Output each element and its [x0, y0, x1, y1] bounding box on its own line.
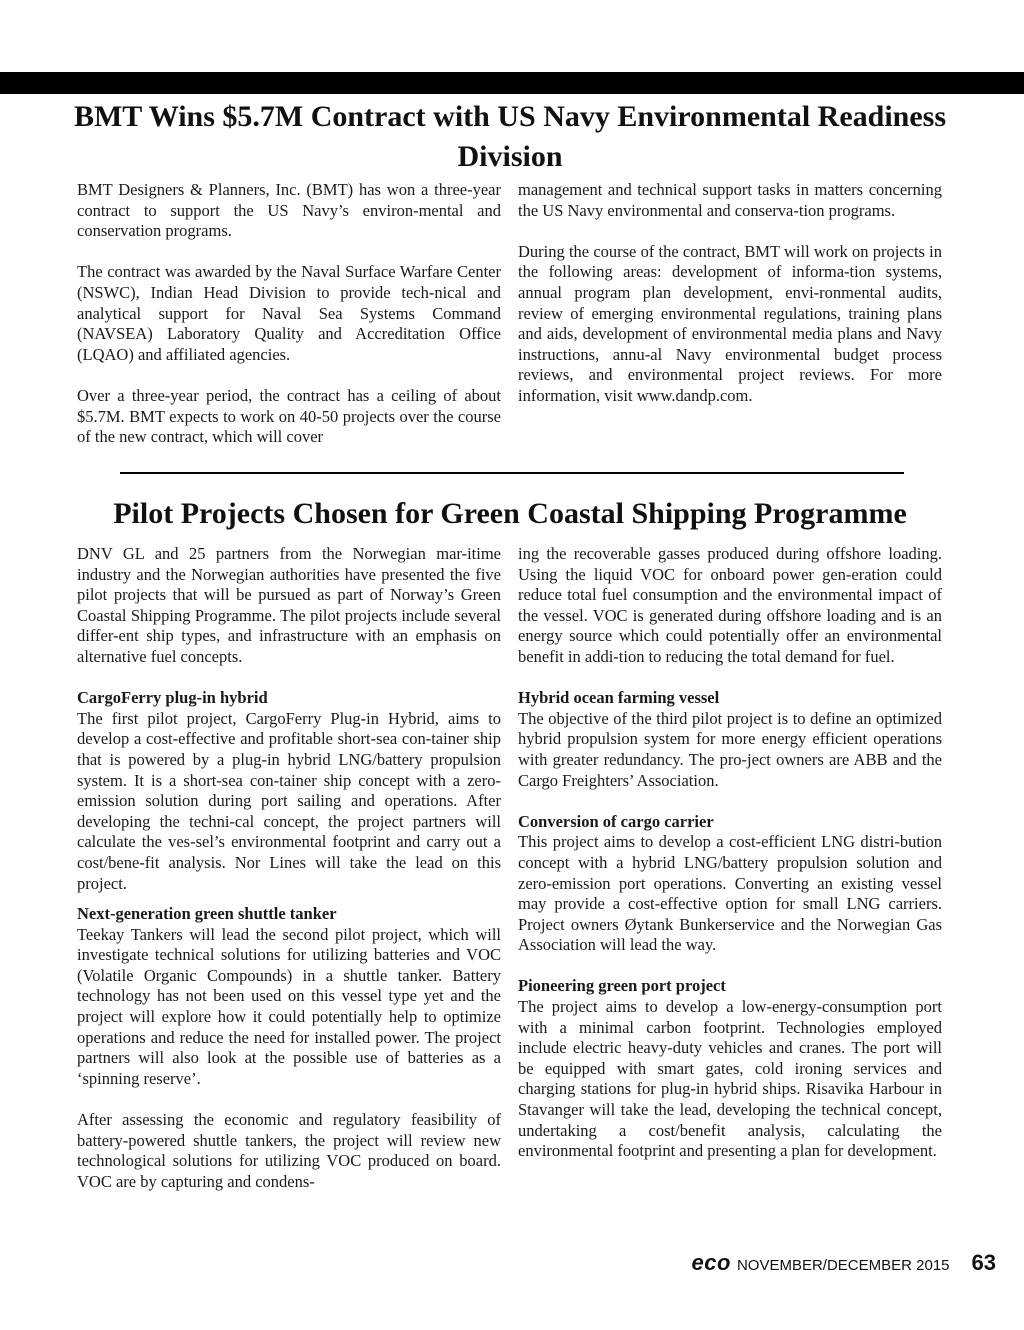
article2-headline: Pilot Projects Chosen for Green Coastal Shipping Programme	[113, 497, 907, 530]
section-heading-cargo-carrier: Conversion of cargo carrier	[518, 811, 714, 831]
section-body-ocean-farming: The objective of the third pilot project is to define an optimized hybrid propulsion system for more energy efficient operations with greater redundancy. The pro-ject owners are ABB and the Cargo Freighters’ Association.	[518, 708, 942, 790]
issue-date: NOVEMBER/DECEMBER 2015	[736, 1257, 950, 1274]
section-body-cargoferry: The first pilot project, CargoFerry Plug-in Hybrid, aims to develop a cost-effective and profitable short-sea con-tainer ship that is powered by a plug-in hybrid LNG/battery propulsion system. It is a short-sea con-tainer ship concept with a zero-emission solution during port sailing and operations. After developing the techni-cal concept, the project partners will calculate the ves-sel’s environmental footprint and carry out a cost/bene-fit analysis. Nor Lines will take the lead on this project.	[77, 708, 501, 893]
article1-paragraph: During the course of the contract, BMT will work on projects in the following areas: development of informa-tion systems, annual program plan development, envi-ronmental audits, review of emerging environmental regulations, training plans and aids, development of environmental media plans and Navy instructions, annu-al Navy environmental budget process reviews, and environmental project reviews. For more information, visit www.dandp.com.	[518, 241, 942, 405]
article1-left-column	[77, 180, 501, 448]
article1-right-column	[518, 180, 942, 407]
page-number: 63	[971, 1250, 996, 1275]
section-body-green-port: The project aims to develop a low-energy-consumption port with a minimal carbon footprint. Technologies employed include electric heavy-duty vehicles and cranes. The port will be equipped with smart gates, cold ironing services and charging stations for plug-in hybrid ships. Risavika Harbour in Stavanger will take the lead, developing the technical concept, undertaking a cost/benefit analysis, calculating the environmental footprint and presenting a plan for development.	[518, 997, 942, 1161]
section-divider	[120, 472, 904, 474]
top-black-bar	[0, 72, 1024, 94]
section-heading-shuttle-tanker: Next-generation green shuttle tanker	[77, 904, 337, 924]
section-heading-ocean-farming: Hybrid ocean farming vessel	[518, 688, 720, 708]
article1-paragraph: BMT Designers & Planners, Inc. (BMT) has won a three-year contract to support the US Navy’s environ-mental and conservation programs.	[77, 180, 501, 241]
section-body-shuttle-tanker: Teekay Tankers will lead the second pilot project, which will investigate technical solutions for utilizing batteries and VOC (Volatile Organic Compounds) in a shuttle tanker. Battery technology has not been used on this vessel type yet and the project will explore how it could potentially help to optimize operations and reduce the need for installed power. The project partners will also look at the possible use of batteries as a ‘spinning reserve’.	[77, 924, 501, 1088]
page-footer	[692, 1250, 996, 1276]
article2-right-column	[518, 544, 942, 1162]
article2-continued-text: ing the recoverable gasses produced during offshore loading. Using the liquid VOC for onboard power gen-eration could reduce total fuel consumption and the environmental impact of the vessel. VOC is generated during offshore loading and is an energy source which could potentially offer an environmental benefit in addi-tion to reducing the total demand for fuel.	[518, 544, 942, 666]
section-body-shuttle-tanker-continued: After assessing the economic and regulatory feasibility of battery-powered shuttle tankers, the project will review new technological solutions for utilizing VOC produced on board. VOC are by capturing and condens-	[77, 1110, 501, 1191]
article1-headline: BMT Wins $5.7M Contract with US Navy Environmental Readiness Division	[73, 100, 947, 173]
article2-left-column	[77, 544, 501, 1192]
article2-intro: DNV GL and 25 partners from the Norwegian mar-itime industry and the Norwegian authorities have presented the five pilot projects that will be pursued as part of Norway’s Green Coastal Shipping Programme. The pilot projects include several differ-ent ship types, and infrastructure with an emphasis on alternative fuel concepts.	[77, 544, 501, 666]
eco-logo: eco	[691, 1250, 731, 1275]
section-body-cargo-carrier: This project aims to develop a cost-efficient LNG distri-bution concept with a hybrid LNG/battery propulsion solution and zero-emission port operations. Converting an existing vessel may provide a cost-effective option for small LNG carriers. Project owners Øytank Bunkerservice and the Norwegian Gas Association will lead the way.	[518, 832, 942, 955]
section-heading-green-port: Pioneering green port project	[518, 976, 726, 996]
article1-paragraph: Over a three-year period, the contract has a ceiling of about $5.7M. BMT expects to work on 40-50 projects over the course of the new contract, which will cover	[77, 385, 501, 447]
section-heading-cargoferry: CargoFerry plug-in hybrid	[77, 688, 268, 708]
article1-paragraph: management and technical support tasks in matters concerning the US Navy environmental and conserva-tion programs.	[518, 180, 942, 220]
article1-paragraph: The contract was awarded by the Naval Surface Warfare Center (NSWC), Indian Head Division to provide tech-nical and analytical support for Naval Sea Systems Command (NAVSEA) Laboratory Quality and Accreditation Office (LQAO) and affiliated agencies.	[77, 262, 501, 364]
